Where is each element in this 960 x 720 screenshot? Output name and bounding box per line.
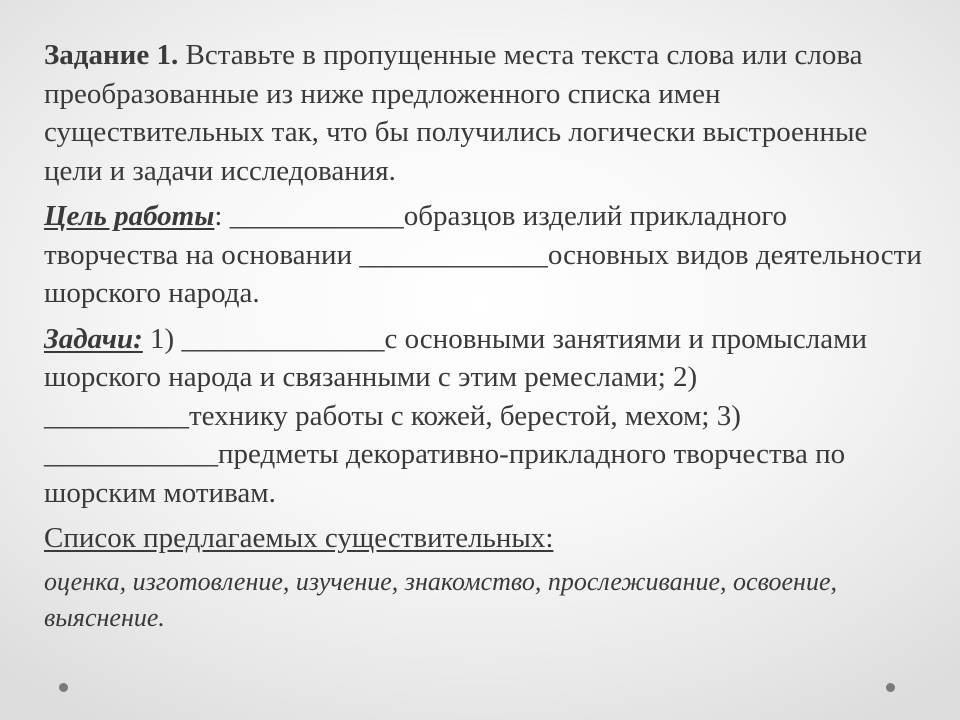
bullet-dot-left — [59, 683, 68, 692]
goal-blank-1: ____________ — [229, 200, 404, 232]
tasks-num-1: 1) — [142, 322, 182, 355]
goal-blank-2: _____________ — [359, 238, 548, 271]
task-text: Вставьте в пропущенные места текста слова или слова преобразованные из ниже предложенного списка имен существительных так, что бы получились логически выстроенные цели и задачи исследования. — [44, 39, 868, 187]
task-label: Задание 1. — [44, 39, 179, 71]
goal-paragraph — [44, 197, 924, 313]
tasks-paragraph — [44, 320, 924, 513]
slide-content — [44, 36, 924, 636]
goal-colon: : — [214, 200, 230, 232]
bullet-dot-right — [886, 683, 895, 692]
nouns-heading: Список предлагаемых существительных: — [44, 522, 554, 554]
tasks-blank-3: ____________ — [44, 438, 218, 470]
tasks-text-3: предметы декоративно-прикладного творчества по шорским мотивам. — [44, 438, 846, 509]
goal-label: Цель работы — [44, 200, 215, 232]
goal-text-1: образцов изделий прикладного творчества на основании — [44, 200, 787, 271]
tasks-text-1: с основными занятиями и промыслами шорского народа и связанными с этим ремеслами; 2) — [44, 322, 868, 393]
goal-text-2: основных видов деятельности шорского народа. — [44, 238, 922, 309]
tasks-blank-1: ______________ — [181, 322, 385, 355]
tasks-blank-2: __________ — [44, 399, 189, 432]
nouns-list: оценка, изготовление, изучение, знакомство, прослеживание, освоение, выяснение. — [44, 566, 837, 632]
tasks-label: Задачи: — [44, 322, 143, 355]
tasks-text-2: технику работы с кожей, берестой, мехом; 3) — [189, 399, 741, 432]
task-paragraph — [44, 36, 924, 190]
